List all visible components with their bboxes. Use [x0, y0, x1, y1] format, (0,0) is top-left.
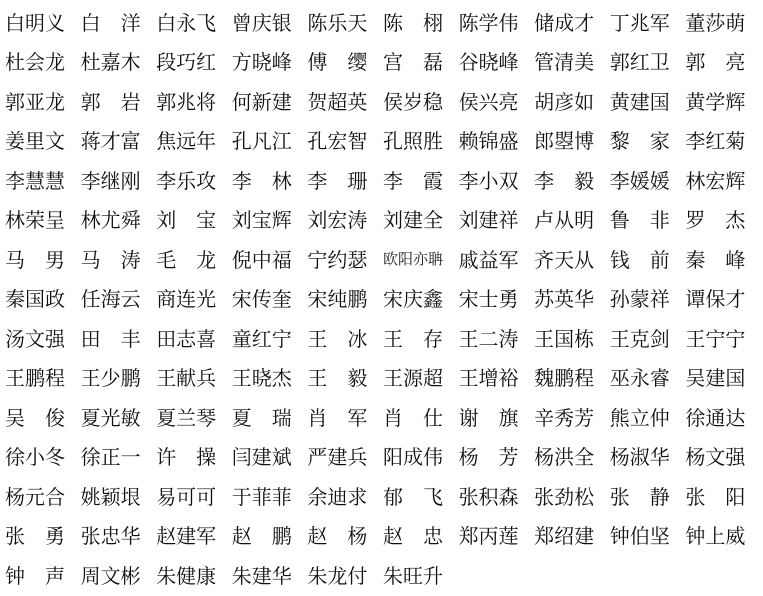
name-cell: 朱龙付 [307, 563, 368, 588]
name-cell: 郑丙莲 [458, 524, 519, 549]
name-row [5, 82, 761, 122]
name-cell: 李继刚 [80, 168, 141, 193]
name-cell: 刘建祥 [458, 208, 519, 233]
name-cell: 孔宏智 [307, 129, 368, 154]
name-cell: 夏光敏 [80, 405, 141, 430]
name-cell: 胡彦如 [534, 89, 595, 114]
name-cell: 田志喜 [156, 326, 217, 351]
name-cell: 赵 鹏 [231, 524, 292, 549]
name-cell: 郎曌博 [534, 129, 595, 154]
name-cell: 徐正一 [80, 445, 141, 470]
name-cell: 黎 家 [609, 129, 670, 154]
name-row [5, 319, 761, 359]
name-cell: 吴建国 [685, 366, 746, 391]
name-cell: 张劲松 [534, 484, 595, 509]
name-cell: 谭保才 [685, 287, 746, 312]
name-cell: 李 霞 [382, 168, 443, 193]
name-row [5, 280, 761, 320]
name-cell: 侯岁稳 [382, 89, 443, 114]
name-cell: 苏英华 [534, 287, 595, 312]
name-cell: 方晓峰 [231, 50, 292, 75]
name-row [5, 517, 761, 557]
name-cell: 宁约瑟 [307, 247, 368, 272]
name-cell: 赵 杨 [307, 524, 368, 549]
name-cell: 吴 俊 [5, 405, 65, 430]
name-cell: 陈乐天 [307, 10, 368, 35]
name-cell: 闫建斌 [231, 445, 292, 470]
name-cell: 谢 旗 [458, 405, 519, 430]
name-cell: 阳成伟 [382, 445, 443, 470]
name-cell: 管清美 [534, 50, 595, 75]
name-cell: 宋士勇 [458, 287, 519, 312]
name-cell: 卢从明 [534, 208, 595, 233]
name-cell: 宋纯鹏 [307, 287, 368, 312]
name-cell: 陈 栩 [382, 10, 443, 35]
name-cell: 林荣呈 [5, 208, 65, 233]
name-row [5, 359, 761, 399]
name-cell: 杨 芳 [458, 445, 519, 470]
name-cell: 杨元合 [5, 484, 65, 509]
name-cell: 谷晓峰 [458, 50, 519, 75]
name-cell: 肖 仕 [382, 405, 443, 430]
name-cell: 白 洋 [80, 10, 141, 35]
name-cell: 林宏辉 [685, 168, 746, 193]
name-cell: 严建兵 [307, 445, 368, 470]
name-row [5, 477, 761, 517]
name-cell: 齐天从 [534, 247, 595, 272]
name-cell: 马 男 [5, 247, 65, 272]
name-cell: 黄学辉 [685, 89, 746, 114]
name-cell: 戚益军 [458, 247, 519, 272]
name-cell: 郭 岩 [80, 89, 141, 114]
name-cell: 朱建华 [231, 563, 292, 588]
name-cell: 夏兰琴 [156, 405, 217, 430]
name-cell: 贺超英 [307, 89, 368, 114]
name-cell: 徐通达 [685, 405, 746, 430]
name-cell: 赖锦盛 [458, 129, 519, 154]
name-cell: 朱健康 [156, 563, 217, 588]
name-cell: 周文彬 [80, 563, 141, 588]
name-cell: 于菲菲 [231, 484, 292, 509]
name-cell: 徐小冬 [5, 445, 65, 470]
name-cell: 倪中福 [231, 247, 292, 272]
name-cell: 钟上威 [685, 524, 746, 549]
name-cell: 董莎萌 [685, 10, 746, 35]
name-cell: 王宁宁 [685, 326, 746, 351]
name-cell: 李 毅 [534, 168, 595, 193]
name-row [5, 438, 761, 478]
name-cell: 钟伯坚 [609, 524, 670, 549]
name-cell: 郭兆将 [156, 89, 217, 114]
name-cell: 杜嘉木 [80, 50, 141, 75]
name-cell: 张 勇 [5, 524, 65, 549]
name-cell: 马 涛 [80, 247, 141, 272]
name-cell: 杨淑华 [609, 445, 670, 470]
name-cell: 欧阳亦聃 [382, 250, 443, 269]
name-cell: 蒋才富 [80, 129, 141, 154]
name-cell: 孔凡江 [231, 129, 292, 154]
name-cell: 白明义 [5, 10, 65, 35]
name-cell: 秦 峰 [685, 247, 746, 272]
name-cell: 辛秀芳 [534, 405, 595, 430]
name-cell: 罗 杰 [685, 208, 746, 233]
name-cell: 宋庆鑫 [382, 287, 443, 312]
name-cell: 魏鹏程 [534, 366, 595, 391]
name-cell: 余迪求 [307, 484, 368, 509]
name-row [5, 201, 761, 241]
name-row [5, 122, 761, 162]
name-cell: 杨文强 [685, 445, 746, 470]
name-cell: 张忠华 [80, 524, 141, 549]
name-cell: 王 毅 [307, 366, 368, 391]
name-cell: 王增裕 [458, 366, 519, 391]
name-cell: 张积森 [458, 484, 519, 509]
name-cell: 陈学伟 [458, 10, 519, 35]
name-cell: 刘建全 [382, 208, 443, 233]
name-cell: 秦国政 [5, 287, 65, 312]
name-cell: 郭 亮 [685, 50, 746, 75]
name-cell: 曾庆银 [231, 10, 292, 35]
name-cell: 张 阳 [685, 484, 746, 509]
name-cell: 王源超 [382, 366, 443, 391]
name-cell: 李小双 [458, 168, 519, 193]
name-cell: 张 静 [609, 484, 670, 509]
name-cell: 王献兵 [156, 366, 217, 391]
name-cell: 王鹏程 [5, 366, 65, 391]
name-cell: 李媛媛 [609, 168, 670, 193]
name-cell: 许 操 [156, 445, 217, 470]
name-cell: 郭亚龙 [5, 89, 65, 114]
name-cell: 王二涛 [458, 326, 519, 351]
name-cell: 钱 前 [609, 247, 670, 272]
name-cell: 夏 瑞 [231, 405, 292, 430]
name-cell: 赵 忠 [382, 524, 443, 549]
name-cell: 傅 缨 [307, 50, 368, 75]
name-cell: 李乐攻 [156, 168, 217, 193]
name-cell: 肖 军 [307, 405, 368, 430]
name-cell: 商连光 [156, 287, 217, 312]
name-cell: 刘宏涛 [307, 208, 368, 233]
name-cell: 焦远年 [156, 129, 217, 154]
name-cell: 何新建 [231, 89, 292, 114]
name-cell: 刘 宝 [156, 208, 217, 233]
name-row [5, 240, 761, 280]
name-cell: 宋传奎 [231, 287, 292, 312]
name-grid [5, 3, 761, 596]
name-cell: 刘宝辉 [231, 208, 292, 233]
name-cell: 钟 声 [5, 563, 65, 588]
name-cell: 姚颖垠 [80, 484, 141, 509]
name-cell: 孙蒙祥 [609, 287, 670, 312]
name-cell: 鲁 非 [609, 208, 670, 233]
name-cell: 黄建国 [609, 89, 670, 114]
name-row [5, 43, 761, 83]
name-cell: 李慧慧 [5, 168, 65, 193]
name-cell: 姜里文 [5, 129, 65, 154]
name-cell: 毛 龙 [156, 247, 217, 272]
name-row [5, 556, 761, 596]
name-cell: 王少鹏 [80, 366, 141, 391]
name-cell: 汤文强 [5, 326, 65, 351]
name-cell: 侯兴亮 [458, 89, 519, 114]
name-cell: 王 冰 [307, 326, 368, 351]
name-cell: 熊立仲 [609, 405, 670, 430]
name-cell: 王克剑 [609, 326, 670, 351]
name-cell: 白永飞 [156, 10, 217, 35]
name-cell: 杜会龙 [5, 50, 65, 75]
name-cell: 林尤舜 [80, 208, 141, 233]
name-cell: 田 丰 [80, 326, 141, 351]
name-cell: 王晓杰 [231, 366, 292, 391]
name-cell: 李 林 [231, 168, 292, 193]
name-cell: 宫 磊 [382, 50, 443, 75]
name-cell: 郭红卫 [609, 50, 670, 75]
name-cell: 任海云 [80, 287, 141, 312]
name-cell: 童红宁 [231, 326, 292, 351]
name-cell: 杨洪全 [534, 445, 595, 470]
name-cell: 孔照胜 [382, 129, 443, 154]
name-cell: 王 存 [382, 326, 443, 351]
name-cell: 赵建军 [156, 524, 217, 549]
name-cell: 李红菊 [685, 129, 746, 154]
name-cell: 王国栋 [534, 326, 595, 351]
name-cell: 郑绍建 [534, 524, 595, 549]
name-row [5, 3, 761, 43]
name-cell: 巫永睿 [609, 366, 670, 391]
name-cell: 易可可 [156, 484, 217, 509]
name-cell: 丁兆军 [609, 10, 670, 35]
name-cell: 李 珊 [307, 168, 368, 193]
name-cell: 朱旺升 [382, 563, 443, 588]
name-row [5, 161, 761, 201]
name-cell: 郁 飞 [382, 484, 443, 509]
name-row [5, 398, 761, 438]
name-cell: 储成才 [534, 10, 595, 35]
name-cell: 段巧红 [156, 50, 217, 75]
